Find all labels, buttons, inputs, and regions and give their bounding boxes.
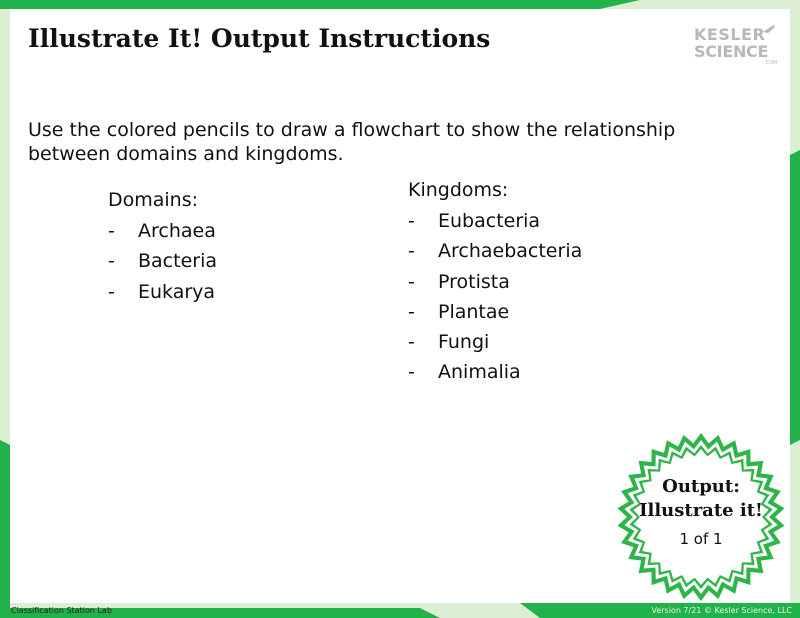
rocket-icon (762, 24, 776, 34)
kingdoms-title: Kingdoms: (408, 179, 509, 201)
kesler-science-logo (694, 26, 778, 68)
kingdoms-item-label: Fungi (438, 331, 490, 354)
domains-item-label: Eukarya (138, 280, 216, 303)
domains-item (108, 216, 217, 246)
page-title: Illustrate It! Output Instructions (28, 24, 491, 53)
dash-marker: - (408, 300, 415, 323)
badge-line-3: 1 of 1 (679, 530, 723, 548)
domains-item (108, 246, 217, 276)
dash-marker: - (108, 250, 115, 273)
kingdoms-item-label: Protista (438, 270, 510, 293)
frame-left-accent (0, 440, 10, 618)
kingdoms-item-label: Animalia (438, 361, 521, 384)
dash-marker: - (108, 220, 115, 242)
logo-line-3: .COM (764, 60, 778, 66)
frame-right-top (790, 0, 800, 160)
dash-marker: - (408, 210, 415, 232)
kingdoms-item-label: Eubacteria (438, 210, 541, 232)
kingdoms-item (408, 327, 582, 357)
domains-item-label: Archaea (138, 220, 216, 242)
frame-top-bar (0, 0, 640, 9)
kingdoms-item (408, 357, 582, 387)
logo-line-1: KESLER (694, 25, 766, 44)
kingdoms-item (408, 236, 582, 266)
domains-title: Domains: (108, 189, 199, 211)
frame-right-accent (790, 150, 800, 445)
badge-line-2: Illustrate it! (639, 500, 763, 521)
kingdoms-item (408, 206, 582, 236)
domains-item-label: Bacteria (138, 250, 217, 273)
badge-line-1: Output: (662, 476, 740, 497)
dash-marker: - (408, 240, 415, 263)
dash-marker: - (108, 280, 115, 303)
dash-marker: - (408, 270, 415, 293)
footer-version: Version 7/21 © Kesler Science, LLC (651, 606, 792, 615)
output-badge (616, 432, 786, 602)
kingdoms-item-label: Archaebacteria (438, 240, 583, 263)
kingdoms-item (408, 297, 582, 327)
dash-marker: - (408, 331, 415, 354)
logo-line-2: SCIENCE (694, 42, 769, 61)
instructions-text: Use the colored pencils to draw a flowchart to show the relationship between domains and kingdoms. (28, 119, 676, 165)
kingdoms-item-label: Plantae (438, 300, 510, 323)
kingdoms-list (408, 206, 582, 388)
dash-marker: - (408, 361, 415, 384)
footer-lab-name: Classification Station Lab (11, 606, 112, 615)
domains-item (108, 277, 217, 307)
kingdoms-item (408, 267, 582, 297)
domains-list (108, 216, 217, 307)
